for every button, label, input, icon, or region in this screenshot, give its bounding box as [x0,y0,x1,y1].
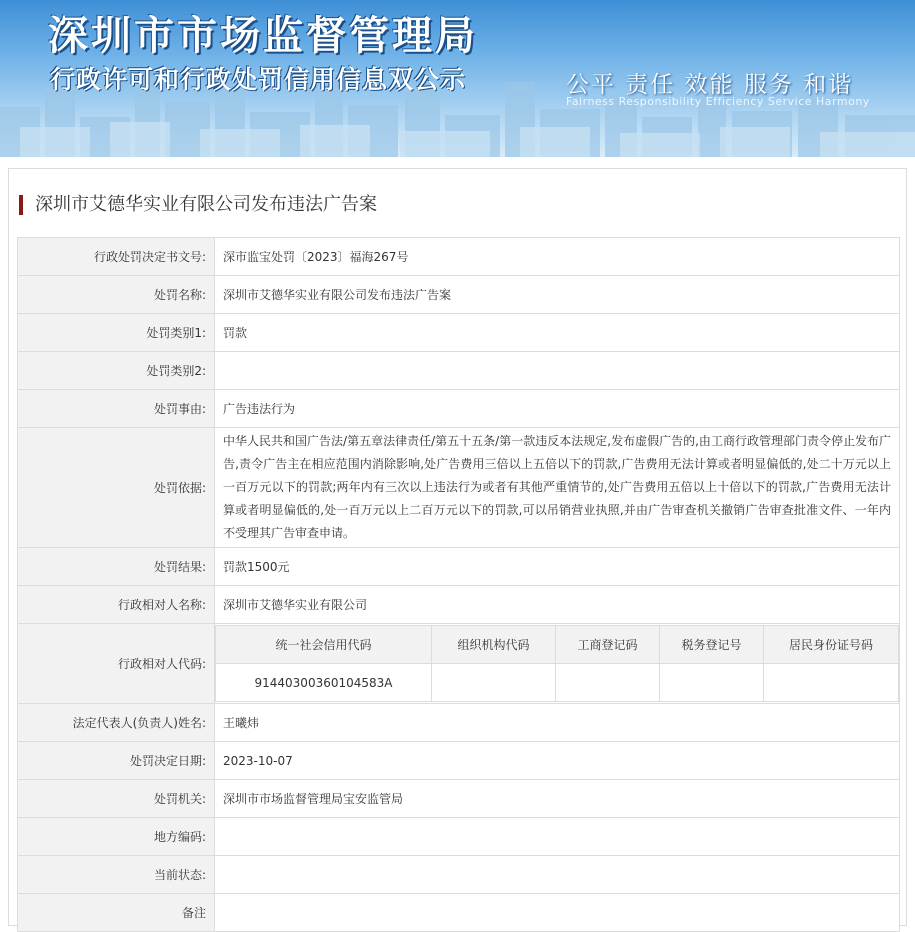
row-region-code [18,818,900,856]
label-authority: 处罚机关: [18,780,215,818]
value-result: 罚款1500元 [215,548,900,586]
row-party-name [18,586,900,624]
row-decision-date [18,742,900,780]
label-region-code: 地方编码: [18,818,215,856]
header-banner [0,0,915,157]
row-category1 [18,314,900,352]
header-credit-code: 统一社会信用代码 [216,626,432,664]
value-category1: 罚款 [215,314,900,352]
value-legal-rep: 王曦炜 [215,704,900,742]
row-authority [18,780,900,818]
value-decision-date: 2023-10-07 [215,742,900,780]
header-tax-reg-no: 税务登记号 [660,626,764,664]
label-party-name: 行政相对人名称: [18,586,215,624]
row-status [18,856,900,894]
value-party-name: 深圳市艾德华实业有限公司 [215,586,900,624]
value-authority: 深圳市市场监督管理局宝安监管局 [215,780,900,818]
case-panel [8,168,907,926]
header-id-card-no: 居民身份证号码 [764,626,899,664]
row-party-code [18,624,900,704]
label-category1: 处罚类别1: [18,314,215,352]
value-decision-no: 深市监宝处罚〔2023〕福海267号 [215,238,900,276]
label-basis: 处罚依据: [18,428,215,548]
party-code-table [215,625,899,702]
label-status: 当前状态: [18,856,215,894]
row-penalty-name [18,276,900,314]
value-id-card-no [764,664,899,702]
row-category2 [18,352,900,390]
site-subtitle: 行政许可和行政处罚信用信息双公示 [50,65,467,94]
case-detail-table [17,237,900,932]
value-tax-reg-no [660,664,764,702]
party-code-cell [215,624,900,704]
value-category2 [215,352,900,390]
label-remarks: 备注 [18,894,215,932]
label-penalty-name: 处罚名称: [18,276,215,314]
row-basis [18,428,900,548]
row-decision-no [18,238,900,276]
value-basis: 中华人民共和国广告法/第五章法律责任/第五十五条/第一款违反本法规定,发布虚假广告的,由工商行政管理部门责令停止发布广告,责令广告主在相应范围内消除影响,处广告费用三倍以上五倍以下的罚款,广告费用无法计算或者明显偏低的,处二十万元以上一百万元以下的罚款;两年内有三次以上违法行为或者有其他严重情节的,处广告费用五倍以上十倍以下的罚款,广告费用无法计算或者明显偏低的,处一百万元以上二百万元以下的罚款,可以吊销营业执照,并由广告审查机关撤销广告审查批准文件、一年内不受理其广告审查申请。 [215,428,900,548]
row-legal-rep [18,704,900,742]
header-business-reg-code: 工商登记码 [556,626,660,664]
value-reason: 广告违法行为 [215,390,900,428]
value-business-reg-code [556,664,660,702]
row-result [18,548,900,586]
label-legal-rep: 法定代表人(负责人)姓名: [18,704,215,742]
label-result: 处罚结果: [18,548,215,586]
row-reason [18,390,900,428]
label-party-code: 行政相对人代码: [18,624,215,704]
case-title: 深圳市艾德华实业有限公司发布违法广告案 [19,195,377,215]
slogan-en: Fairness Responsibility Efficiency Service Harmony [566,95,870,108]
slogan-cn: 公平 责任 效能 服务 和谐 [566,72,854,98]
value-region-code [215,818,900,856]
value-penalty-name: 深圳市艾德华实业有限公司发布违法广告案 [215,276,900,314]
value-org-code [432,664,556,702]
value-credit-code: 91440300360104583A [216,664,432,702]
agency-title: 深圳市市场监督管理局 [48,13,478,59]
value-status [215,856,900,894]
label-decision-date: 处罚决定日期: [18,742,215,780]
header-org-code: 组织机构代码 [432,626,556,664]
label-decision-no: 行政处罚决定书文号: [18,238,215,276]
label-category2: 处罚类别2: [18,352,215,390]
label-reason: 处罚事由: [18,390,215,428]
